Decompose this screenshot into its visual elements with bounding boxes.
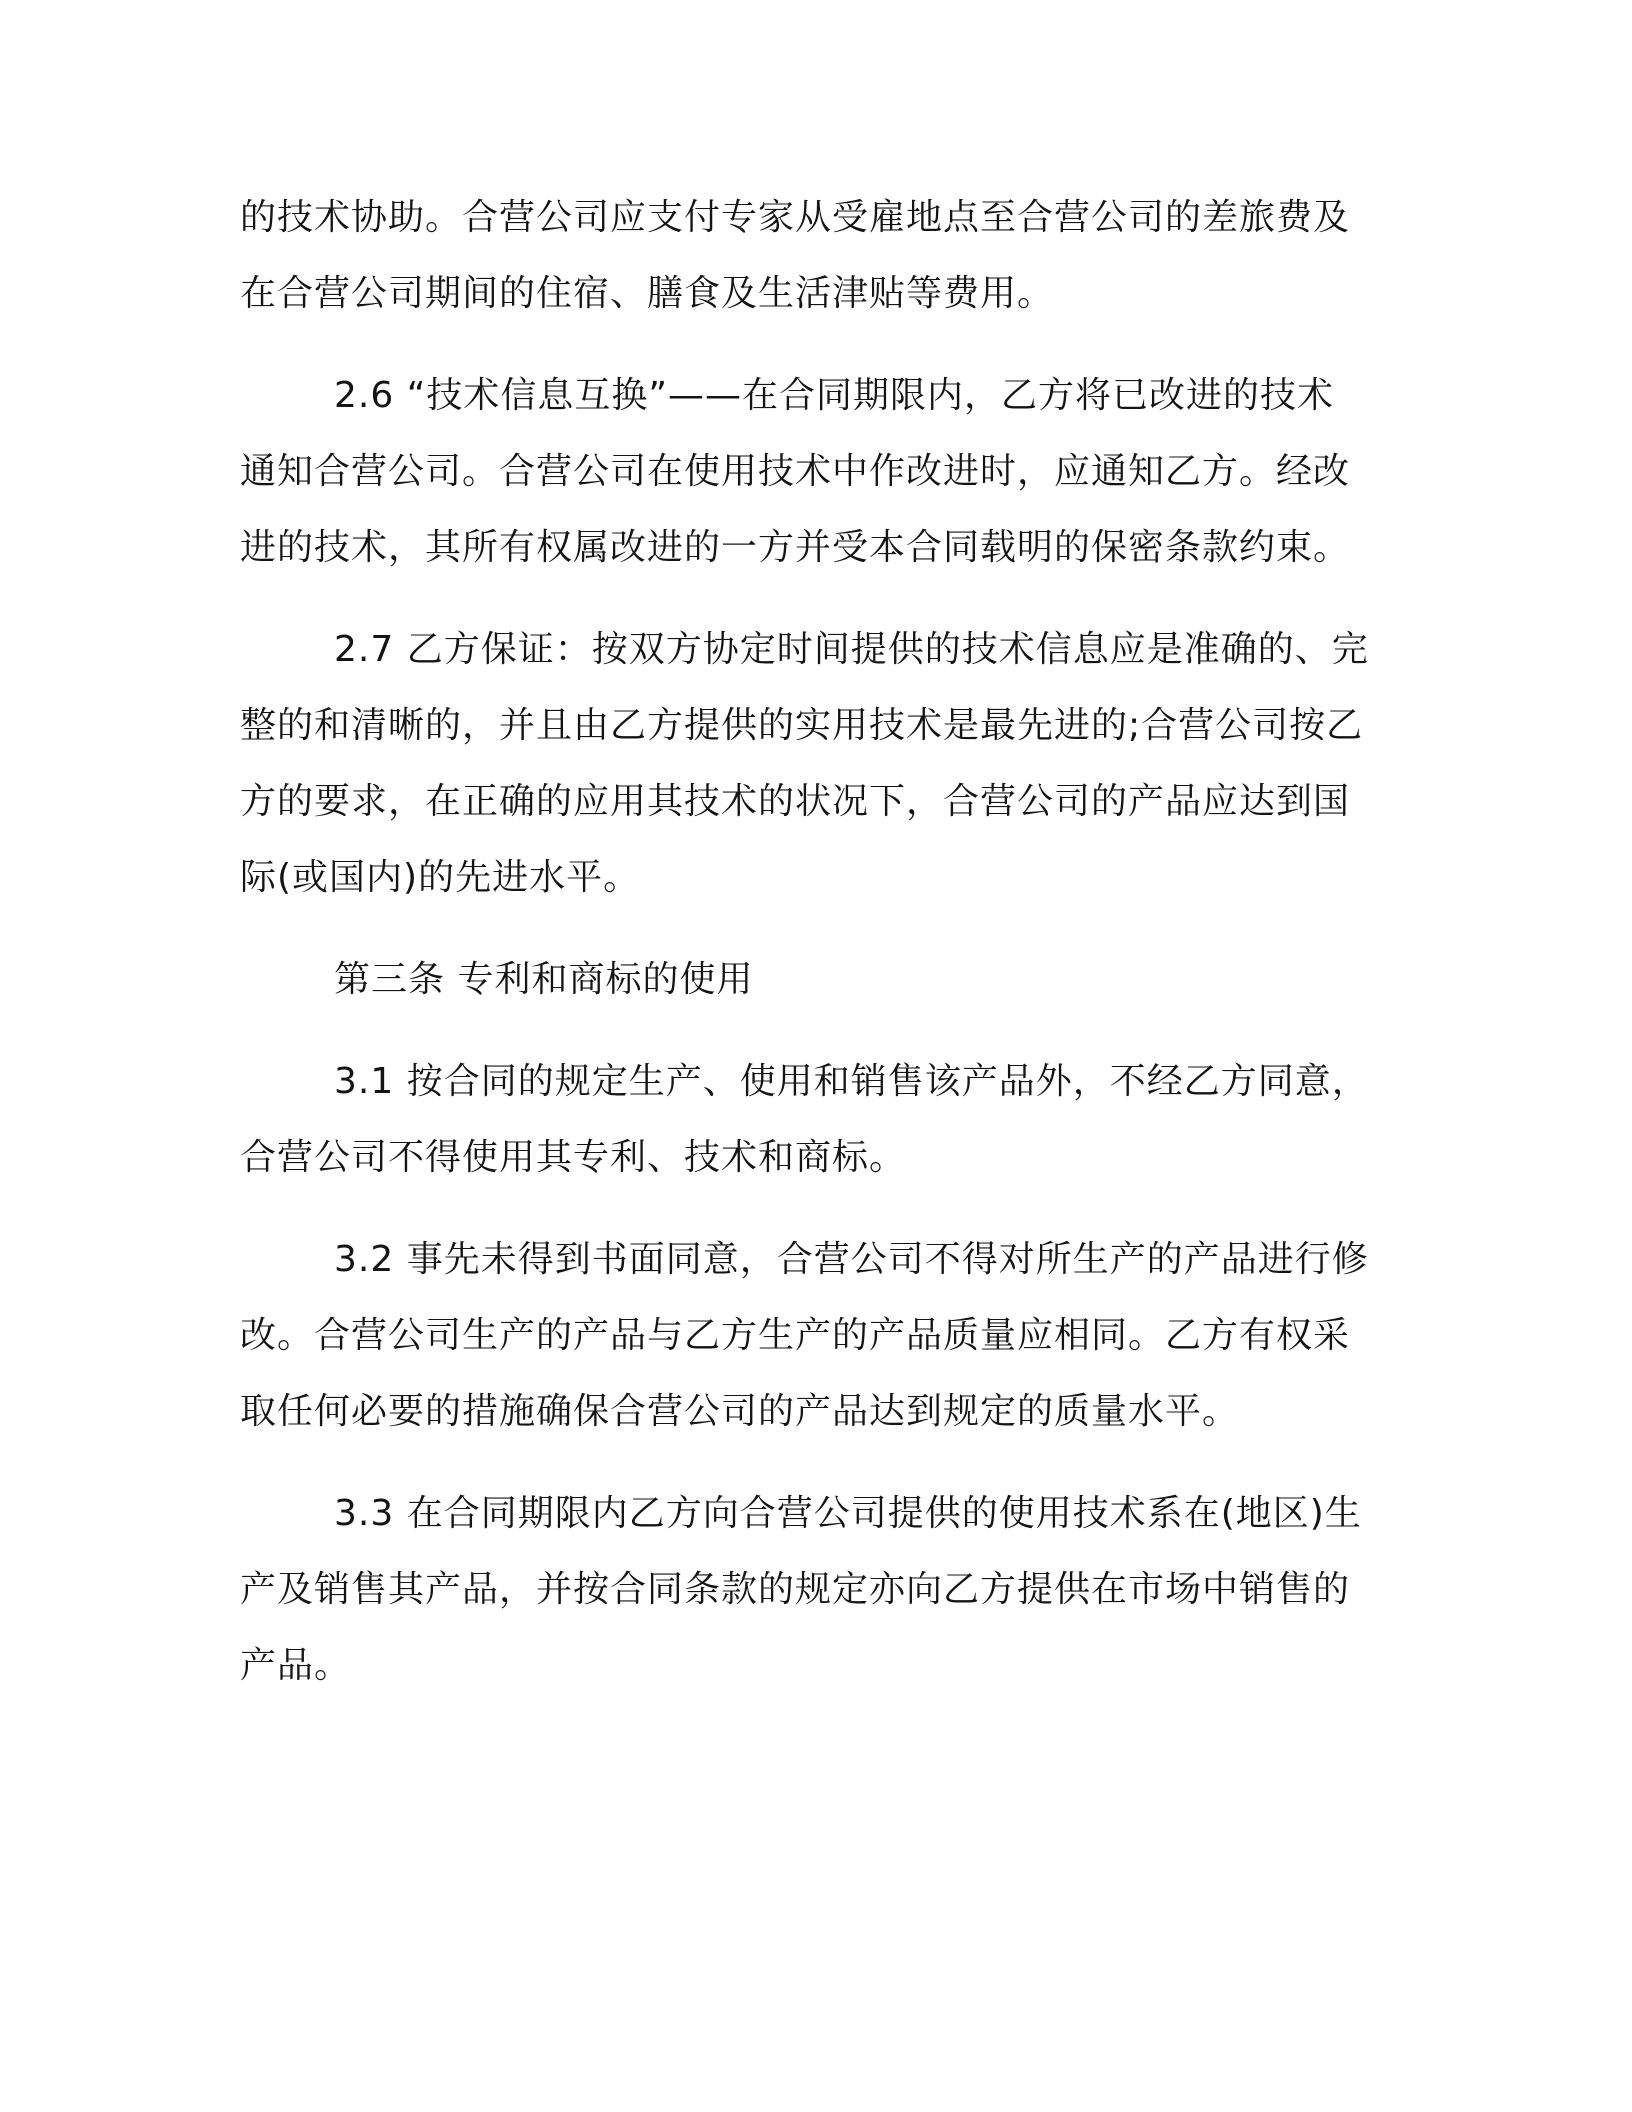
text-line: 取任何必要的措施确保合营公司的产品达到规定的质量水平。: [240, 1391, 1240, 1432]
text-line: 方的要求，在正确的应用其技术的状况下，合营公司的产品应达到国: [240, 781, 1351, 822]
text-line: 改。合营公司生产的产品与乙方生产的产品质量应相同。乙方有权采: [240, 1315, 1351, 1356]
text-line: 进的技术，其所有权属改进的一方并受本合同载明的保密条款约束。: [240, 527, 1351, 568]
text-line: 际(或国内)的先进水平。: [240, 857, 641, 898]
text-line: 合营公司不得使用其专利、技术和商标。: [240, 1137, 907, 1178]
clause-3-2-heading-line: 3.2 事先未得到书面同意，合营公司不得对所生产的产品进行修: [334, 1239, 1369, 1280]
clause-2-6-heading-line: 2.6 “技术信息互换”——在合同期限内，乙方将已改进的技术: [334, 375, 1334, 416]
text-line: 整的和清晰的，并且由乙方提供的实用技术是最先进的;合营公司按乙: [240, 705, 1364, 746]
clause-2-7-heading-line: 2.7 乙方保证：按双方协定时间提供的技术信息应是准确的、完: [334, 629, 1369, 670]
clause-3-1-heading-line: 3.1 按合同的规定生产、使用和销售该产品外，不经乙方同意，: [334, 1061, 1369, 1102]
text-line: 通知合营公司。合营公司在使用技术中作改进时，应通知乙方。经改: [240, 451, 1351, 492]
text-line: 产品。: [240, 1645, 352, 1686]
clause-3-3-heading-line: 3.3 在合同期限内乙方向合营公司提供的使用技术系在(地区)生: [334, 1493, 1362, 1534]
text-line: 在合营公司期间的住宿、膳食及生活津贴等费用。: [240, 273, 1055, 314]
article-3-title: 第三条 专利和商标的使用: [334, 959, 754, 1000]
text-line: 产及销售其产品，并按合同条款的规定亦向乙方提供在市场中销售的: [240, 1569, 1351, 1610]
text-line: 的技术协助。合营公司应支付专家从受雇地点至合营公司的差旅费及: [240, 197, 1351, 238]
